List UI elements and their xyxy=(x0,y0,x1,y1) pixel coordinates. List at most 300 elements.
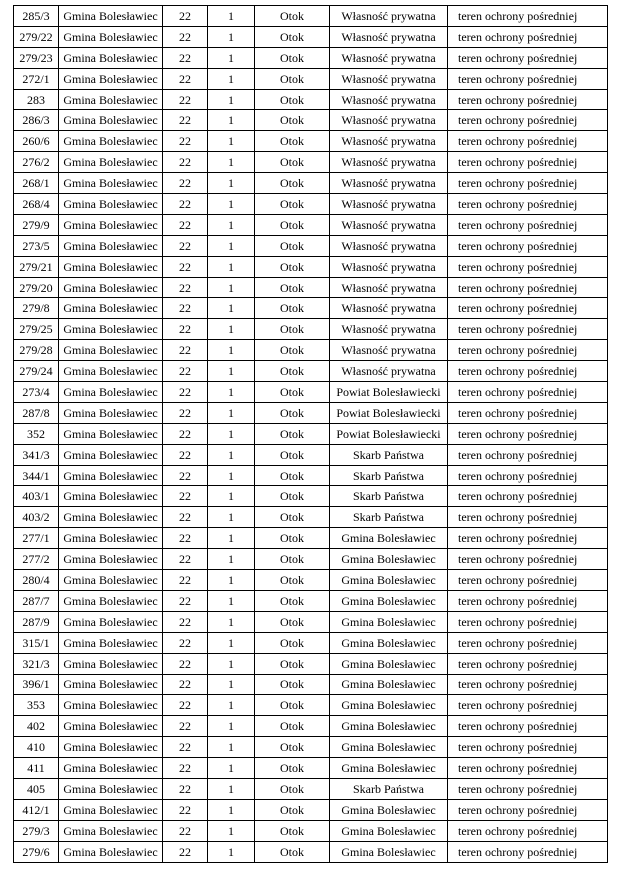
ownership-cell: Skarb Państwa xyxy=(330,778,448,799)
ownership-cell: Własność prywatna xyxy=(330,26,448,47)
ownership-cell: Gmina Bolesławiec xyxy=(330,611,448,632)
table-row xyxy=(14,382,608,403)
table-row xyxy=(14,778,608,799)
municipality-cell: Gmina Bolesławiec xyxy=(59,590,163,611)
ownership-cell: Własność prywatna xyxy=(330,173,448,194)
precinct-cell: Otok xyxy=(255,423,330,444)
precinct-cell: Otok xyxy=(255,110,330,131)
parcel-number-cell: 283 xyxy=(14,89,59,110)
precinct-cell: Otok xyxy=(255,444,330,465)
protection-zone-cell: teren ochrony pośredniej xyxy=(448,340,608,361)
precinct-cell: Otok xyxy=(255,47,330,68)
parcel-number-cell: 402 xyxy=(14,716,59,737)
map-sheet-cell: 22 xyxy=(163,47,208,68)
precinct-cell: Otok xyxy=(255,382,330,403)
ownership-cell: Gmina Bolesławiec xyxy=(330,695,448,716)
map-sheet-cell: 22 xyxy=(163,444,208,465)
parcel-number-cell: 405 xyxy=(14,778,59,799)
table-row xyxy=(14,465,608,486)
municipality-cell: Gmina Bolesławiec xyxy=(59,214,163,235)
precinct-cell: Otok xyxy=(255,590,330,611)
precinct-cell: Otok xyxy=(255,758,330,779)
ownership-cell: Własność prywatna xyxy=(330,6,448,27)
parcel-number-cell: 279/8 xyxy=(14,298,59,319)
municipality-cell: Gmina Bolesławiec xyxy=(59,716,163,737)
precinct-cell: Otok xyxy=(255,841,330,862)
precinct-cell: Otok xyxy=(255,653,330,674)
municipality-cell: Gmina Bolesławiec xyxy=(59,131,163,152)
ownership-cell: Własność prywatna xyxy=(330,68,448,89)
precinct-cell: Otok xyxy=(255,737,330,758)
table-row xyxy=(14,26,608,47)
number-cell: 1 xyxy=(208,256,255,277)
municipality-cell: Gmina Bolesławiec xyxy=(59,423,163,444)
precinct-cell: Otok xyxy=(255,319,330,340)
municipality-cell: Gmina Bolesławiec xyxy=(59,632,163,653)
number-cell: 1 xyxy=(208,758,255,779)
parcel-number-cell: 352 xyxy=(14,423,59,444)
map-sheet-cell: 22 xyxy=(163,131,208,152)
protection-zone-cell: teren ochrony pośredniej xyxy=(448,152,608,173)
municipality-cell: Gmina Bolesławiec xyxy=(59,256,163,277)
map-sheet-cell: 22 xyxy=(163,6,208,27)
precinct-cell: Otok xyxy=(255,173,330,194)
municipality-cell: Gmina Bolesławiec xyxy=(59,611,163,632)
parcel-table-body xyxy=(14,6,608,863)
municipality-cell: Gmina Bolesławiec xyxy=(59,110,163,131)
table-row xyxy=(14,152,608,173)
precinct-cell: Otok xyxy=(255,465,330,486)
municipality-cell: Gmina Bolesławiec xyxy=(59,340,163,361)
number-cell: 1 xyxy=(208,131,255,152)
ownership-cell: Gmina Bolesławiec xyxy=(330,737,448,758)
precinct-cell: Otok xyxy=(255,340,330,361)
protection-zone-cell: teren ochrony pośredniej xyxy=(448,632,608,653)
parcel-number-cell: 403/2 xyxy=(14,507,59,528)
protection-zone-cell: teren ochrony pośredniej xyxy=(448,6,608,27)
precinct-cell: Otok xyxy=(255,89,330,110)
number-cell: 1 xyxy=(208,298,255,319)
precinct-cell: Otok xyxy=(255,820,330,841)
protection-zone-cell: teren ochrony pośredniej xyxy=(448,653,608,674)
ownership-cell: Gmina Bolesławiec xyxy=(330,820,448,841)
parcel-number-cell: 341/3 xyxy=(14,444,59,465)
ownership-cell: Własność prywatna xyxy=(330,235,448,256)
municipality-cell: Gmina Bolesławiec xyxy=(59,549,163,570)
parcel-number-cell: 287/7 xyxy=(14,590,59,611)
parcel-number-cell: 411 xyxy=(14,758,59,779)
table-row xyxy=(14,611,608,632)
table-row xyxy=(14,444,608,465)
ownership-cell: Gmina Bolesławiec xyxy=(330,528,448,549)
map-sheet-cell: 22 xyxy=(163,799,208,820)
parcel-number-cell: 268/1 xyxy=(14,173,59,194)
ownership-cell: Gmina Bolesławiec xyxy=(330,841,448,862)
parcel-number-cell: 279/23 xyxy=(14,47,59,68)
table-row xyxy=(14,6,608,27)
precinct-cell: Otok xyxy=(255,26,330,47)
map-sheet-cell: 22 xyxy=(163,298,208,319)
protection-zone-cell: teren ochrony pośredniej xyxy=(448,841,608,862)
map-sheet-cell: 22 xyxy=(163,340,208,361)
municipality-cell: Gmina Bolesławiec xyxy=(59,778,163,799)
map-sheet-cell: 22 xyxy=(163,486,208,507)
ownership-cell: Gmina Bolesławiec xyxy=(330,590,448,611)
number-cell: 1 xyxy=(208,402,255,423)
parcel-number-cell: 412/1 xyxy=(14,799,59,820)
number-cell: 1 xyxy=(208,152,255,173)
number-cell: 1 xyxy=(208,632,255,653)
parcel-number-cell: 279/22 xyxy=(14,26,59,47)
number-cell: 1 xyxy=(208,319,255,340)
number-cell: 1 xyxy=(208,361,255,382)
parcel-number-cell: 276/2 xyxy=(14,152,59,173)
precinct-cell: Otok xyxy=(255,799,330,820)
number-cell: 1 xyxy=(208,841,255,862)
parcel-number-cell: 279/21 xyxy=(14,256,59,277)
municipality-cell: Gmina Bolesławiec xyxy=(59,486,163,507)
protection-zone-cell: teren ochrony pośredniej xyxy=(448,402,608,423)
protection-zone-cell: teren ochrony pośredniej xyxy=(448,47,608,68)
ownership-cell: Własność prywatna xyxy=(330,319,448,340)
map-sheet-cell: 22 xyxy=(163,674,208,695)
map-sheet-cell: 22 xyxy=(163,716,208,737)
table-row xyxy=(14,549,608,570)
municipality-cell: Gmina Bolesławiec xyxy=(59,402,163,423)
parcel-number-cell: 279/28 xyxy=(14,340,59,361)
protection-zone-cell: teren ochrony pośredniej xyxy=(448,695,608,716)
number-cell: 1 xyxy=(208,173,255,194)
table-row xyxy=(14,214,608,235)
table-row xyxy=(14,194,608,215)
table-row xyxy=(14,68,608,89)
map-sheet-cell: 22 xyxy=(163,89,208,110)
number-cell: 1 xyxy=(208,570,255,591)
ownership-cell: Własność prywatna xyxy=(330,110,448,131)
municipality-cell: Gmina Bolesławiec xyxy=(59,528,163,549)
table-row xyxy=(14,256,608,277)
table-row xyxy=(14,131,608,152)
map-sheet-cell: 22 xyxy=(163,507,208,528)
number-cell: 1 xyxy=(208,465,255,486)
table-row xyxy=(14,89,608,110)
municipality-cell: Gmina Bolesławiec xyxy=(59,465,163,486)
map-sheet-cell: 22 xyxy=(163,361,208,382)
precinct-cell: Otok xyxy=(255,486,330,507)
parcel-number-cell: 344/1 xyxy=(14,465,59,486)
protection-zone-cell: teren ochrony pośredniej xyxy=(448,465,608,486)
number-cell: 1 xyxy=(208,382,255,403)
map-sheet-cell: 22 xyxy=(163,68,208,89)
table-row xyxy=(14,632,608,653)
ownership-cell: Gmina Bolesławiec xyxy=(330,674,448,695)
map-sheet-cell: 22 xyxy=(163,465,208,486)
precinct-cell: Otok xyxy=(255,152,330,173)
table-row xyxy=(14,340,608,361)
parcel-number-cell: 353 xyxy=(14,695,59,716)
number-cell: 1 xyxy=(208,423,255,444)
parcel-number-cell: 273/4 xyxy=(14,382,59,403)
precinct-cell: Otok xyxy=(255,361,330,382)
protection-zone-cell: teren ochrony pośredniej xyxy=(448,319,608,340)
number-cell: 1 xyxy=(208,695,255,716)
protection-zone-cell: teren ochrony pośredniej xyxy=(448,737,608,758)
protection-zone-cell: teren ochrony pośredniej xyxy=(448,799,608,820)
number-cell: 1 xyxy=(208,507,255,528)
municipality-cell: Gmina Bolesławiec xyxy=(59,194,163,215)
map-sheet-cell: 22 xyxy=(163,695,208,716)
table-row xyxy=(14,716,608,737)
ownership-cell: Własność prywatna xyxy=(330,214,448,235)
map-sheet-cell: 22 xyxy=(163,110,208,131)
protection-zone-cell: teren ochrony pośredniej xyxy=(448,298,608,319)
table-row xyxy=(14,820,608,841)
municipality-cell: Gmina Bolesławiec xyxy=(59,507,163,528)
protection-zone-cell: teren ochrony pośredniej xyxy=(448,716,608,737)
parcel-number-cell: 286/3 xyxy=(14,110,59,131)
table-row xyxy=(14,695,608,716)
map-sheet-cell: 22 xyxy=(163,590,208,611)
parcel-number-cell: 315/1 xyxy=(14,632,59,653)
protection-zone-cell: teren ochrony pośredniej xyxy=(448,590,608,611)
number-cell: 1 xyxy=(208,653,255,674)
precinct-cell: Otok xyxy=(255,277,330,298)
parcel-number-cell: 277/2 xyxy=(14,549,59,570)
number-cell: 1 xyxy=(208,340,255,361)
ownership-cell: Własność prywatna xyxy=(330,277,448,298)
number-cell: 1 xyxy=(208,549,255,570)
precinct-cell: Otok xyxy=(255,632,330,653)
map-sheet-cell: 22 xyxy=(163,611,208,632)
parcel-table xyxy=(13,5,608,863)
ownership-cell: Gmina Bolesławiec xyxy=(330,716,448,737)
number-cell: 1 xyxy=(208,214,255,235)
map-sheet-cell: 22 xyxy=(163,528,208,549)
ownership-cell: Własność prywatna xyxy=(330,131,448,152)
number-cell: 1 xyxy=(208,611,255,632)
ownership-cell: Własność prywatna xyxy=(330,47,448,68)
municipality-cell: Gmina Bolesławiec xyxy=(59,695,163,716)
precinct-cell: Otok xyxy=(255,194,330,215)
table-row xyxy=(14,110,608,131)
protection-zone-cell: teren ochrony pośredniej xyxy=(448,444,608,465)
map-sheet-cell: 22 xyxy=(163,214,208,235)
municipality-cell: Gmina Bolesławiec xyxy=(59,89,163,110)
table-row xyxy=(14,173,608,194)
protection-zone-cell: teren ochrony pośredniej xyxy=(448,235,608,256)
municipality-cell: Gmina Bolesławiec xyxy=(59,68,163,89)
precinct-cell: Otok xyxy=(255,570,330,591)
municipality-cell: Gmina Bolesławiec xyxy=(59,820,163,841)
map-sheet-cell: 22 xyxy=(163,235,208,256)
ownership-cell: Powiat Bolesławiecki xyxy=(330,402,448,423)
table-row xyxy=(14,570,608,591)
map-sheet-cell: 22 xyxy=(163,737,208,758)
map-sheet-cell: 22 xyxy=(163,549,208,570)
parcel-number-cell: 280/4 xyxy=(14,570,59,591)
protection-zone-cell: teren ochrony pośredniej xyxy=(448,758,608,779)
precinct-cell: Otok xyxy=(255,716,330,737)
ownership-cell: Gmina Bolesławiec xyxy=(330,570,448,591)
protection-zone-cell: teren ochrony pośredniej xyxy=(448,214,608,235)
precinct-cell: Otok xyxy=(255,235,330,256)
municipality-cell: Gmina Bolesławiec xyxy=(59,674,163,695)
precinct-cell: Otok xyxy=(255,131,330,152)
precinct-cell: Otok xyxy=(255,611,330,632)
ownership-cell: Własność prywatna xyxy=(330,340,448,361)
precinct-cell: Otok xyxy=(255,402,330,423)
map-sheet-cell: 22 xyxy=(163,778,208,799)
protection-zone-cell: teren ochrony pośredniej xyxy=(448,361,608,382)
map-sheet-cell: 22 xyxy=(163,402,208,423)
protection-zone-cell: teren ochrony pośredniej xyxy=(448,26,608,47)
parcel-number-cell: 321/3 xyxy=(14,653,59,674)
number-cell: 1 xyxy=(208,528,255,549)
map-sheet-cell: 22 xyxy=(163,653,208,674)
table-row xyxy=(14,737,608,758)
precinct-cell: Otok xyxy=(255,549,330,570)
ownership-cell: Skarb Państwa xyxy=(330,486,448,507)
number-cell: 1 xyxy=(208,444,255,465)
precinct-cell: Otok xyxy=(255,256,330,277)
table-row xyxy=(14,653,608,674)
municipality-cell: Gmina Bolesławiec xyxy=(59,298,163,319)
map-sheet-cell: 22 xyxy=(163,194,208,215)
document-page xyxy=(13,5,608,863)
ownership-cell: Własność prywatna xyxy=(330,298,448,319)
parcel-number-cell: 279/20 xyxy=(14,277,59,298)
protection-zone-cell: teren ochrony pośredniej xyxy=(448,486,608,507)
map-sheet-cell: 22 xyxy=(163,173,208,194)
protection-zone-cell: teren ochrony pośredniej xyxy=(448,256,608,277)
number-cell: 1 xyxy=(208,590,255,611)
municipality-cell: Gmina Bolesławiec xyxy=(59,444,163,465)
number-cell: 1 xyxy=(208,486,255,507)
map-sheet-cell: 22 xyxy=(163,256,208,277)
ownership-cell: Gmina Bolesławiec xyxy=(330,758,448,779)
number-cell: 1 xyxy=(208,716,255,737)
municipality-cell: Gmina Bolesławiec xyxy=(59,26,163,47)
precinct-cell: Otok xyxy=(255,6,330,27)
map-sheet-cell: 22 xyxy=(163,152,208,173)
municipality-cell: Gmina Bolesławiec xyxy=(59,382,163,403)
number-cell: 1 xyxy=(208,26,255,47)
parcel-number-cell: 403/1 xyxy=(14,486,59,507)
parcel-number-cell: 260/6 xyxy=(14,131,59,152)
municipality-cell: Gmina Bolesławiec xyxy=(59,570,163,591)
table-row xyxy=(14,47,608,68)
protection-zone-cell: teren ochrony pośredniej xyxy=(448,110,608,131)
table-row xyxy=(14,361,608,382)
precinct-cell: Otok xyxy=(255,214,330,235)
protection-zone-cell: teren ochrony pośredniej xyxy=(448,820,608,841)
protection-zone-cell: teren ochrony pośredniej xyxy=(448,173,608,194)
municipality-cell: Gmina Bolesławiec xyxy=(59,277,163,298)
ownership-cell: Własność prywatna xyxy=(330,89,448,110)
number-cell: 1 xyxy=(208,235,255,256)
number-cell: 1 xyxy=(208,737,255,758)
ownership-cell: Gmina Bolesławiec xyxy=(330,653,448,674)
ownership-cell: Gmina Bolesławiec xyxy=(330,799,448,820)
parcel-number-cell: 272/1 xyxy=(14,68,59,89)
table-row xyxy=(14,841,608,862)
ownership-cell: Skarb Państwa xyxy=(330,465,448,486)
protection-zone-cell: teren ochrony pośredniej xyxy=(448,194,608,215)
table-row xyxy=(14,298,608,319)
municipality-cell: Gmina Bolesławiec xyxy=(59,653,163,674)
map-sheet-cell: 22 xyxy=(163,841,208,862)
municipality-cell: Gmina Bolesławiec xyxy=(59,758,163,779)
precinct-cell: Otok xyxy=(255,507,330,528)
protection-zone-cell: teren ochrony pośredniej xyxy=(448,382,608,403)
municipality-cell: Gmina Bolesławiec xyxy=(59,841,163,862)
map-sheet-cell: 22 xyxy=(163,382,208,403)
table-row xyxy=(14,486,608,507)
parcel-number-cell: 410 xyxy=(14,737,59,758)
ownership-cell: Powiat Bolesławiecki xyxy=(330,423,448,444)
number-cell: 1 xyxy=(208,820,255,841)
ownership-cell: Skarb Państwa xyxy=(330,444,448,465)
map-sheet-cell: 22 xyxy=(163,423,208,444)
protection-zone-cell: teren ochrony pośredniej xyxy=(448,778,608,799)
parcel-number-cell: 273/5 xyxy=(14,235,59,256)
table-row xyxy=(14,423,608,444)
municipality-cell: Gmina Bolesławiec xyxy=(59,737,163,758)
ownership-cell: Własność prywatna xyxy=(330,152,448,173)
municipality-cell: Gmina Bolesławiec xyxy=(59,235,163,256)
parcel-number-cell: 279/9 xyxy=(14,214,59,235)
table-row xyxy=(14,528,608,549)
number-cell: 1 xyxy=(208,68,255,89)
table-row xyxy=(14,319,608,340)
protection-zone-cell: teren ochrony pośredniej xyxy=(448,507,608,528)
municipality-cell: Gmina Bolesławiec xyxy=(59,6,163,27)
ownership-cell: Własność prywatna xyxy=(330,256,448,277)
table-row xyxy=(14,799,608,820)
municipality-cell: Gmina Bolesławiec xyxy=(59,361,163,382)
map-sheet-cell: 22 xyxy=(163,277,208,298)
table-row xyxy=(14,758,608,779)
ownership-cell: Własność prywatna xyxy=(330,361,448,382)
table-row xyxy=(14,507,608,528)
number-cell: 1 xyxy=(208,674,255,695)
protection-zone-cell: teren ochrony pośredniej xyxy=(448,423,608,444)
ownership-cell: Własność prywatna xyxy=(330,194,448,215)
parcel-number-cell: 279/6 xyxy=(14,841,59,862)
protection-zone-cell: teren ochrony pośredniej xyxy=(448,68,608,89)
protection-zone-cell: teren ochrony pośredniej xyxy=(448,611,608,632)
municipality-cell: Gmina Bolesławiec xyxy=(59,799,163,820)
map-sheet-cell: 22 xyxy=(163,758,208,779)
ownership-cell: Skarb Państwa xyxy=(330,507,448,528)
protection-zone-cell: teren ochrony pośredniej xyxy=(448,549,608,570)
precinct-cell: Otok xyxy=(255,778,330,799)
protection-zone-cell: teren ochrony pośredniej xyxy=(448,570,608,591)
precinct-cell: Otok xyxy=(255,674,330,695)
table-row xyxy=(14,674,608,695)
protection-zone-cell: teren ochrony pośredniej xyxy=(448,131,608,152)
parcel-number-cell: 287/8 xyxy=(14,402,59,423)
table-row xyxy=(14,235,608,256)
ownership-cell: Powiat Bolesławiecki xyxy=(330,382,448,403)
protection-zone-cell: teren ochrony pośredniej xyxy=(448,674,608,695)
number-cell: 1 xyxy=(208,110,255,131)
protection-zone-cell: teren ochrony pośredniej xyxy=(448,89,608,110)
map-sheet-cell: 22 xyxy=(163,820,208,841)
parcel-number-cell: 287/9 xyxy=(14,611,59,632)
precinct-cell: Otok xyxy=(255,528,330,549)
number-cell: 1 xyxy=(208,47,255,68)
